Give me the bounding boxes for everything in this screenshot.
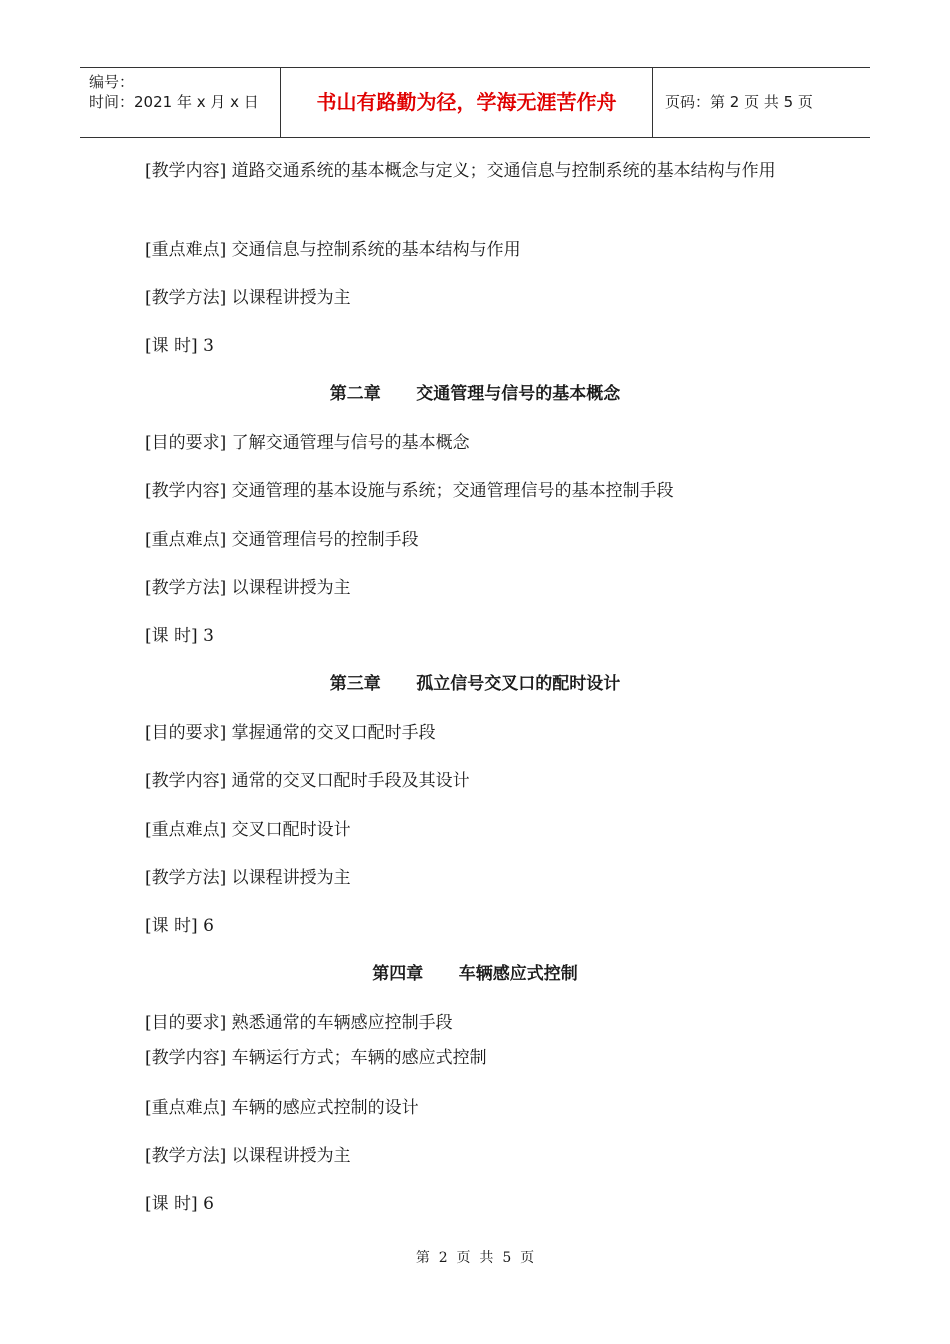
ch1-teaching-method: [教学方法] 以课程讲授为主 xyxy=(145,288,351,308)
date-label: 时间：2021 年 x 月 x 日 xyxy=(89,93,259,111)
chapter-3-title: 第三章 孤立信号交叉口的配时设计 xyxy=(329,674,621,694)
ch2-teaching-method: [教学方法] 以课程讲授为主 xyxy=(145,578,351,598)
ch1-class-hours: [课 时] 3 xyxy=(145,336,214,356)
ch3-class-hours: [课 时] 6 xyxy=(145,916,214,936)
ch2-objectives: [目的要求] 了解交通管理与信号的基本概念 xyxy=(145,433,470,453)
header-motto: 书山有路勤为径，学海无涯苦作舟 xyxy=(281,68,653,137)
header-page-info: 页码：第 2 页 共 5 页 xyxy=(665,93,813,111)
header-meta xyxy=(80,68,281,137)
chapter-4-title: 第四章 车辆感应式控制 xyxy=(372,964,578,984)
ch3-objectives: [目的要求] 掌握通常的交叉口配时手段 xyxy=(145,723,436,743)
ch4-objectives: [目的要求] 熟悉通常的车辆感应控制手段 xyxy=(145,1013,453,1033)
ch3-teaching-method: [教学方法] 以课程讲授为主 xyxy=(145,868,351,888)
ch4-teaching-content: [教学内容] 车辆运行方式；车辆的感应式控制 xyxy=(145,1048,487,1068)
ch1-key-points: [重点难点] 交通信息与控制系统的基本结构与作用 xyxy=(145,240,521,260)
chapter-2-title: 第二章 交通管理与信号的基本概念 xyxy=(329,384,621,404)
page-header xyxy=(80,67,870,138)
ch2-class-hours: [课 时] 3 xyxy=(145,626,214,646)
ch3-teaching-content: [教学内容] 通常的交叉口配时手段及其设计 xyxy=(145,771,470,791)
page-footer: 第 2 页 共 5 页 xyxy=(415,1250,535,1266)
ch2-teaching-content: [教学内容] 交通管理的基本设施与系统；交通管理信号的基本控制手段 xyxy=(145,481,674,501)
ch4-teaching-method: [教学方法] 以课程讲授为主 xyxy=(145,1146,351,1166)
ch4-class-hours: [课 时] 6 xyxy=(145,1194,214,1214)
ch4-key-points: [重点难点] 车辆的感应式控制的设计 xyxy=(145,1098,419,1118)
document-number-label: 编号： xyxy=(89,73,135,91)
ch3-key-points: [重点难点] 交叉口配时设计 xyxy=(145,820,351,840)
ch2-key-points: [重点难点] 交通管理信号的控制手段 xyxy=(145,530,419,550)
ch1-teaching-content: [教学内容] 道路交通系统的基本概念与定义；交通信息与控制系统的基本结构与作用 xyxy=(145,161,776,181)
